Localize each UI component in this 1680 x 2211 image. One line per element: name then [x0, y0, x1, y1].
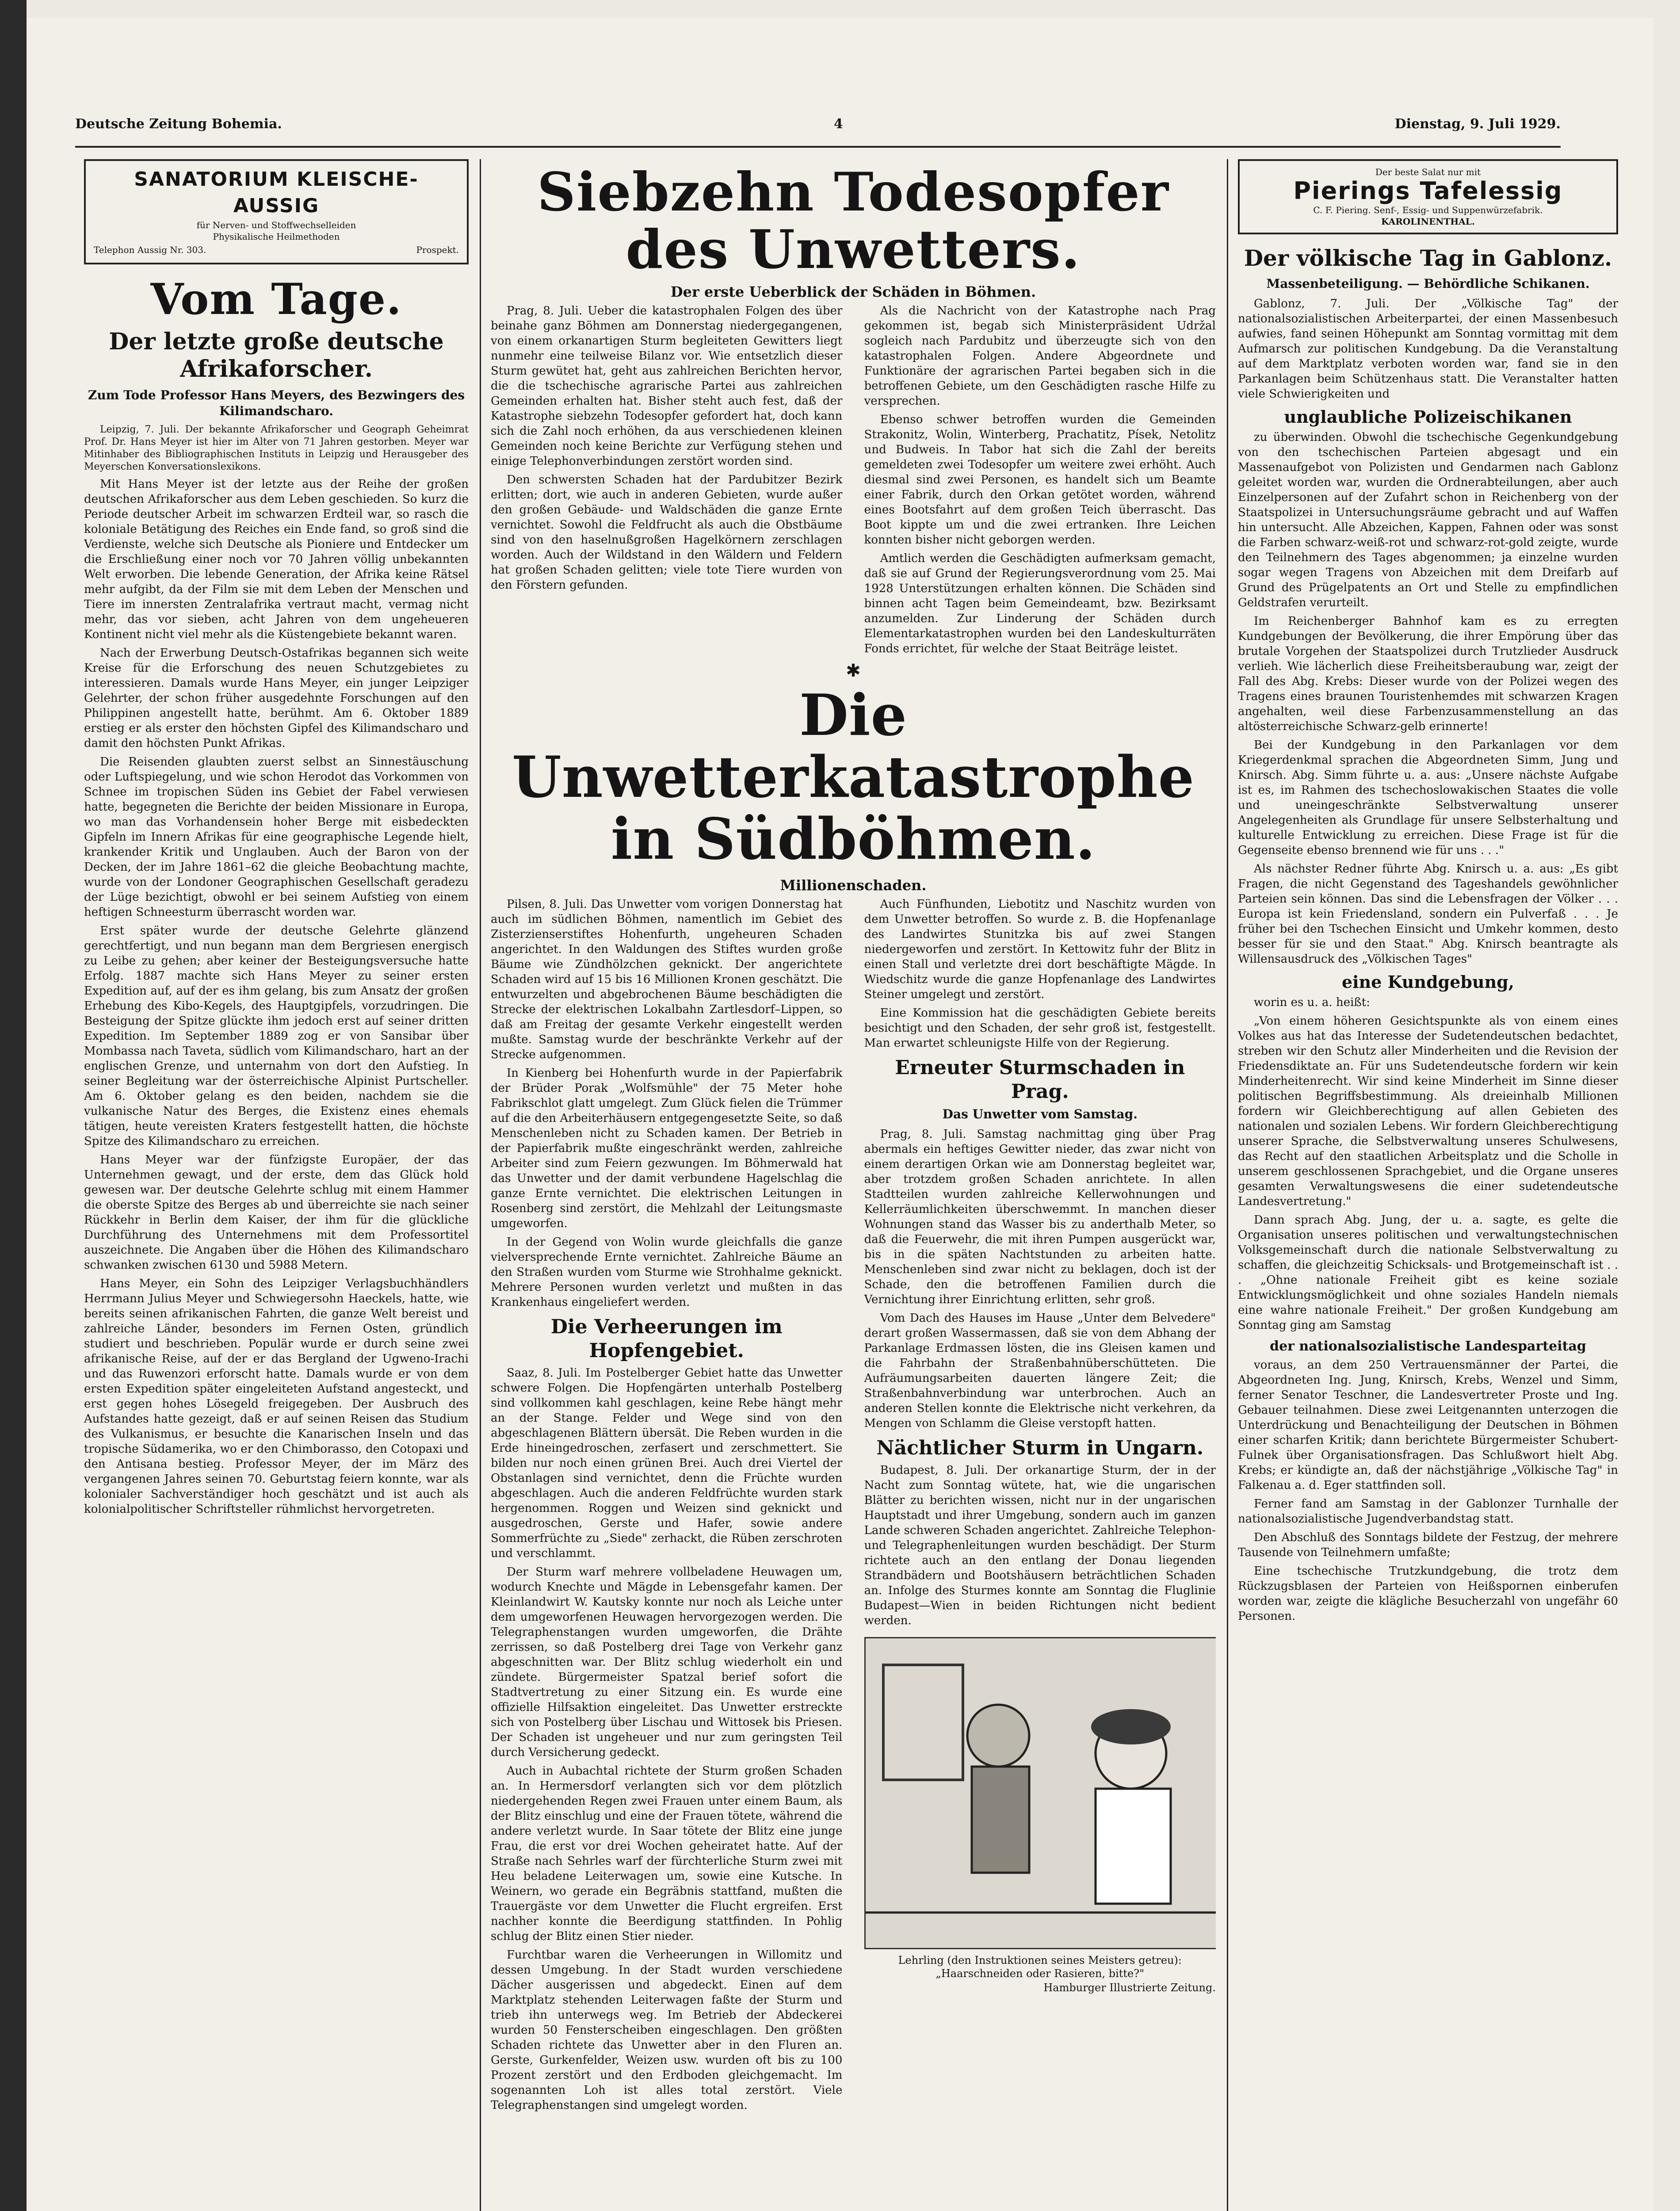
- col2-p2: Den schwersten Schaden hat der Pardubitzer Bezirk erlitten; dort, wie auch in anderen Gebieten, wurde außer den großen Gebäude- und Waldschäden die ganze Ernte vernichtet. Sowohl die Feldfrucht als auch die Obstbäume sind von den haselnußgroßen Hagelkörnern zerschlagen worden. Auch der Wildstand in den Wäldern und Feldern hat großen Schaden gelitten; viele tote Tiere wurden von den Förstern gefunden.: [491, 473, 843, 592]
- col3-p6: worin es u. a. heißt:: [1254, 996, 1370, 1009]
- col2-p8: In der Gegend von Wolin wurde gleichfalls die ganze vielversprechende Ernte vernichtet. Zahlreiche Bäume an den Straßen wurden vom Sturme wie Strohhalme geknickt. Mehrere Personen wurden verletzt und mußten in das Krankenhaus eingeliefert werden.: [491, 1236, 843, 1309]
- col2-p9: Saaz, 8. Juli. Im Postelberger Gebiet hatte das Unwetter schwere Folgen. Die Hopfengärten unterhalb Postelberg sind vollkommen kahl geschlagen, keine Rebe hängt mehr an der Stange. Felder und Wege sind von den abgeschlagenen Blättern übersät. Die Reben wurden in die Erde hineingedroschen, zerfasert und zerschmettert. Sie bilden nur noch einen grünen Brei. Auch drei Viertel der Obstanlagen sind vernichtet, denn die Früchte wurden abgeschlagen. Auch die anderen Feldfrüchte wurden stark hergenommen. Roggen und Weizen sind geknickt und ausgedroschen, Gerste und Hafer, sowie andere Sommerfrüchte zu „Siede" zerhackt, die Rüben zerschroten und verschlammt.: [491, 1366, 843, 1560]
- sanatorium-phone: Telephon Aussig Nr. 303.: [94, 245, 206, 255]
- main-headline: Siebzehn Todesopfer des Unwetters.: [537, 161, 1169, 281]
- prag-subhead: Das Unwetter vom Samstag.: [942, 1107, 1138, 1121]
- col3-p8: Dann sprach Abg. Jung, der u. a. sagte, es gelte die Organisation unseres politischen und verwaltungstechnischen Volksgemeinschaft durch die nationale Selbstverwaltung zu schaffen, die gleichzeitig Schicksals- und Brotgemeinschaft ist . . . „Ohne nationale Freiheit gibt es keine soziale Entwicklungsmöglichkeit und ohne soziales Handeln niemals eine wahre nationale Freiheit." Der großen Kundgebung am Sonntag ging am Samstag: [1238, 1213, 1618, 1332]
- main-subhead: Der erste Ueberblick der Schäden in Böhmen.: [670, 283, 1036, 300]
- col3-p7: „Von einem höheren Gesichtspunkte als von einem eines Volkes aus hat das Interesse der Sudetendeutschen bedachtet, streben wir den Schutz aller Minderheiten und die Revision der Friedensdiktate an. Für uns Sudetendeutsche fordern wir kein Minderheitenrecht. Wir sind keine Minderheit im Sinne dieser politischen Begriffsbestimmung. Als dreieinhalb Millionen fordern wir Gleichberechtigung auf allen Gebieten des nationalen und sozialen Lebens. Wir fordern Gleichberechtigung unserer Sprache, die Selbstverwaltung unseres Schulwesens, das Recht auf den staatlichen Arbeitsplatz und die Scholle in unserem geschlossenen Sprachgebiet, und die Organe unseres gesamten Verwaltungswesens die einer sudetendeutsche Landesvertretung.": [1238, 1014, 1618, 1208]
- column-1: [84, 159, 469, 2211]
- col2-p3: Als die Nachricht von der Katastrophe nach Prag gekommen ist, begab sich Ministerpräsident Udržal sogleich nach Pardubitz und überzeugte sich von den katastrophalen Folgen. Andere Abgeordnete und Funktionäre der agrarischen Partei begaben sich in die betroffenen Gebiete, um den Geschädigten rasche Hilfe zu versprechen.: [864, 304, 1216, 408]
- sanatorium-line2: Physikalische Heilmethoden: [213, 231, 340, 242]
- col3-p1: Gablonz, 7. Juli. Der „Völkische Tag" der nationalsozialistischen Arbeiterpartei, der einen Massenbesuch aufwies, fand seinen Höhepunkt am Sonntag vormittag mit dem Aufmarsch zur politischen Kundgebung. Da die Veranstaltung auf dem Marktplatz verboten worden war, fand sie in den Parkanlagen beim Schützenhaus statt. Die Veranstalter hatten viele Schwierigkeiten und: [1238, 297, 1618, 401]
- second-subhead: Millionenschaden.: [780, 877, 927, 894]
- col2-p1: Prag, 8. Juli. Ueber die katastrophalen Folgen des über beinahe ganz Böhmen am Donnerstag niedergegangenen, von einem orkanartigen Sturm begleiteten Gewitters liegt nunmehr eine teilweise Bilanz vor. Wie entsetzlich dieser Sturm gewütet hat, geht aus zahlreichen Berichten hervor, die die tschechische agrarische Partei aus zahlreichen Gemeinden erhalten hat. Bisher steht auch fest, daß der Katastrophe siebzehn Todesopfer gefordert hat, doch kann sich die Zahl noch erhöhen, da aus verschiedenen kleinen Gemeinden noch keine Berichte zur Verfügung stehen und einige Telephonverbindungen zerstört worden sind.: [491, 304, 843, 468]
- col1-p4: Die Reisenden glaubten zuerst selbst an Sinnestäuschung oder Luftspiegelung, und wie schon Herodot das Vorkommen von Schnee im tropischen Süden ins Gebiet der Fabel verwiesen hatte, begegneten die Berichte der beiden Missionare in Europa, wo man das Vorhandensein hoher Berge mit eisbedeckten Gipfeln im Innern Afrikas für eine geographische Legende hielt, krankender Kritik und Unglauben. Auch der Baron von der Decken, der im Jahre 1861–62 die gleiche Beobachtung machte, wurde von der Londoner Geographischen Gesellschaft geradezu der Lüge bezichtigt, obwohl er bei seinem Aufstieg von einem heftigen Schneesturm überrascht worden war.: [84, 755, 469, 919]
- col2-p14: Eine Kommission hat die geschädigten Gebiete bereits besichtigt und den Schaden, der sehr groß ist, festgestellt. Man erwartet schleunigste Hilfe von der Regierung.: [864, 1006, 1216, 1050]
- col2-p7: In Kienberg bei Hohenfurth wurde in der Papierfabrik der Brüder Porak „Wolfsmühle" der 75 Meter hohe Fabrikschlot glatt umgelegt. Zum Glück fielen die Trümmer auf die den Arbeiterhäusern entgegengesetzte Seite, so daß Menschenleben nicht zu Schaden kamen. Der Betrieb in der Papierfabrik mußte eingeschränkt werden, zahlreiche Arbeiter sind zum Feiern gezwungen. Im Böhmerwald hat das Unwetter und der damit verbundene Hagelschlag die ganze Ernte vernichtet. Die elektrischen Leitungen in Rosenberg sind zerstört, die Mehlzahl der Leitungsmaste umgeworfen.: [491, 1067, 843, 1230]
- ungarn-heading: Nächtlicher Sturm in Ungarn.: [876, 1437, 1204, 1459]
- header-page-number: 4: [833, 116, 843, 132]
- col-rule-1: [480, 159, 481, 2211]
- col3-p9: voraus, an dem 250 Vertrauensmänner der Partei, die Abgeordneten Ing. Jung, Knirsch, Krebs, Wenzel und Simm, ferner Senator Teschner, die Landesvertreter Proste und Ing. Gebauer teilnahmen. Diese zwei Leitgenannten unterzogen die Unterdrückung und Benachteiligung der Deutschen in Böhmen einer scharfen Kritik; dann berichtete Bürgermeister Schubert-Fulnek über Organisationsfragen. Das Schlußwort hielt Abg. Krebs; er kündigte an, daß der nächstjährige „Völkische Tag" in Falkenau a. d. Eger stattfinden soll.: [1238, 1358, 1618, 1492]
- col3-p4: Bei der Kundgebung in den Parkanlagen vor dem Kriegerdenkmal sprachen die Abgeordneten Simm, Jung und Knirsch. Abg. Simm führte u. a. aus: „Unsere nächste Aufgabe ist es, im Rahmen des tschechoslowakischen Staates die volle und uneingeschränkte Selbstverwaltung unserer Angelegenheiten als Grundlage für unsere Selbsterhaltung und kulturelle Entwicklung zu erreichen. Diese Frage ist für die Gegenseite ebenso brennend wie für uns . . .": [1238, 738, 1618, 857]
- col2-p6: Pilsen, 8. Juli. Das Unwetter vom vorigen Donnerstag hat auch im südlichen Böhmen, namentlich im Gebiet des Zisterzienserstiftes Hohenfurth, ungeheuren Schaden angerichtet. In den Waldungen des Stiftes wurden große Bäume wie Zündhölzchen geknickt. Der angerichtete Schaden wird auf 15 bis 16 Millionen Kronen geschätzt. Die entwurzelten und abgebrochenen Bäume beschädigten die Strecke der elektrischen Lokalbahn Zartlesdorf–Lippen, so daß am Freitag der gesamte Verkehr eingestellt werden mußte. Samstag wurde der beschränkte Verkehr auf der Strecke aufgenommen.: [491, 898, 843, 1061]
- col2-p17: Budapest, 8. Juli. Der orkanartige Sturm, der in der Nacht zum Sonntag wütete, hat, wie die ungarischen Blätter zu berichten wissen, nicht nur in der ungarischen Hauptstadt und ihrer Umgebung, sondern auch im ganzen Lande schweren Schaden angerichtet. Zahlreiche Telephon- und Telegraphenleitungen wurden beschädigt. Der Sturm richtete auch an den entlang der Donau liegenden Strandbädern und Bootshäusern beträchtlichen Schaden an. Infolge des Sturmes konnte am Sonntag die Fluglinie Budapest—Wien in beiden Richtungen nicht bedient werden.: [864, 1464, 1216, 1627]
- piering-title: Pierings Tafelessig: [1293, 177, 1563, 205]
- col1-p3: Nach der Erwerbung Deutsch-Ostafrikas begannen sich weite Kreise für die Erforschung des neuen Schutzgebietes zu interessieren. Damals wurde Hans Meyer, ein junger Leipziger Gelehrter, der schon früher ausgedehnte Forschungen auf den Philippinen angestellt hatte, berühmt. Am 6. Oktober 1889 erstieg er als erster den höchsten Gipfel des Kilimandscharo und damit den höchsten Punkt Afrikas.: [84, 646, 469, 750]
- col2-p12: Furchtbar waren die Verheerungen in Willomitz und dessen Umgebung. In der Stadt wurden verschiedene Dächer ausgerissen und abgedeckt. Einen auf dem Marktplatz stehenden Leiterwagen faßte der Sturm und trieb ihn unterwegs weg. Im Betrieb der Abdeckerei wurden 50 Fensterscheiben eingeschlagen. Den größten Schaden richtete das Unwetter aber in den Fluren an. Gerste, Gurkenfelder, Weizen usw. wurden oft bis zu 100 Prozent zerstört und den Erdboden gleichgemacht. Im sogenannten Loh ist alles total zerstört. Viele Telegraphenstangen sind umgelegt worden.: [491, 1948, 843, 2112]
- piering-top: Der beste Salat nur mit: [1375, 167, 1481, 177]
- second-headline: Die Unwetterkatastrophe in Südböhmen.: [512, 682, 1195, 872]
- header-paper-name: Deutsche Zeitung Bohemia.: [75, 116, 282, 132]
- page-header: [75, 111, 1561, 137]
- col1-p7: Hans Meyer, ein Sohn des Leipziger Verlagsbuchhändlers Herrmann Julius Meyer und Schwiegersohn Haeckels, hatte, wie bereits seinen afrikanischen Fahrten, die ganze Welt bereist und zahlreiche Länder, besonders im Fernen Osten, gründlich studiert und beschrieben. Populär wurde er durch seine zwei afrikanische Reise, auf der er das Bergland der Ugweno-Irachi und das Ruwenzori erforscht hatte. Damals wurde er von dem ersten Expedition später eingeleiteten Aufstand angesteckt, und erst gegen hohes Lösegeld freigegeben. Der Ausbruch des Aufstandes hatte gezeigt, daß er auf seinen Reisen das Studium des Vulkanismus, er besuchte die Kanarischen Inseln und das tropische Südamerika, wo er den Chimborasso, den Cotopaxi und den Antisana bestieg. Professor Meyer, der im März des vergangenen Jahres seinen 70. Geburtstag feiern konnte, war als kolonialer Sachverständiger hoch geschätzt und ist auch als kolonialpolitischer Schriftsteller rühmlichst hervorgetreten.: [84, 1277, 469, 1516]
- col3-title: Der völkische Tag in Gablonz.: [1244, 245, 1612, 271]
- scan-edge: [0, 0, 27, 2211]
- col3-h-poliz: unglaubliche Polizeischikanen: [1284, 407, 1572, 427]
- hopfen-heading: Die Verheerungen im Hopfengebiet.: [550, 1316, 783, 1362]
- piering-sub: C. F. Piering. Senf-, Essig- und Suppenwürzefabrik.: [1313, 205, 1543, 215]
- col2-p4: Ebenso schwer betroffen wurden die Gemeinden Strakonitz, Wolin, Winterberg, Prachatitz, Písek, Netolitz und Budweis. In Tabor hat sich die Zahl der bereits gemeldeten zwei Todesopfer um weitere zwei erhöht. Auch diesmal sind zwei Personen, es handelt sich um Beamte einer Fabrik, durch den Orkan getötet worden, während eines Bootsfahrt auf dem großen Teich überrascht. Das Boot kippte um und die zwei ertranken. Ihre Leichen konnten bisher nicht geborgen werden.: [864, 413, 1216, 547]
- cartoon-illustration: [864, 1637, 1216, 1949]
- col3-p12: Eine tschechische Trutzkundgebung, die trotz dem Rückzugsblasen der Parteien von Heißspornen einberufen worden war, zeigte die klägliche Besucherzahl von ungefähr 60 Personen.: [1238, 1565, 1618, 1623]
- sanatorium-line1: für Nerven- und Stoffwechselleiden: [196, 220, 356, 230]
- col1-p6: Hans Meyer war der fünfzigste Europäer, der das Unternehmen gewagt, und der erste, dem das Glück hold gewesen war. Der deutsche Gelehrte schlug mit einem Hammer die oberste Spitze des Berges ab und überreichte sie nach seiner Rückkehr in Berlin dem Kaiser, der ihm für die glückliche Durchführung des Unternehmens mit dem Professortitel auszeichnete. Die Angaben über die Höhen des Kilimandscharo schwanken zwischen 6130 und 5988 Metern.: [84, 1153, 469, 1272]
- col3-p2: zu überwinden. Obwohl die tschechische Gegenkundgebung von den tschechischen Parteien abgesagt und ein Massenaufgebot von Polizisten und Gendarmen nach Gablonz geleitet worden war, wurden die Ordnerabteilungen, aber auch Einzelpersonen auf der Zufahrt schon in Reichenberg von der Staatspolizei in Untersuchungsräume gebracht und auf Waffen hin untersucht. Alle Abzeichen, Kappen, Fahnen oder was sonst die Farben schwarz-weiß-rot und schwarz-rot-gold zeigte, wurde den Teilnehmern des Tages abgenommen; ja einzelne wurden sogar wegen Tragens von Abzeichen mit dem Dreifarb auf Grund des Prügelpatents an Ort und Stelle zu empfindlichen Geldstrafen verurteilt.: [1238, 431, 1618, 609]
- cartoon-barber-image: [866, 1638, 1216, 1948]
- col2-p11: Auch in Aubachtal richtete der Sturm großen Schaden an. In Hermersdorf verlangten sich vor dem plötzlich niedergehenden Regen zwei Frauen unter einem Baum, als der Blitz einschlug und eine der Frauen tötete, während die andere verletzt wurde. In Saar tötete der Blitz eine junge Frau, die erst vor drei Wochen geheiratet hatte. Auf der Straße nach Sehrles warf der fürchterliche Sturm zwei mit Heu beladene Leiterwagen um, sowie eine Kutsche. In Weinern, wo gerade ein Begräbnis stattfand, mußten die Trauergäste vor dem Unwetter die Flucht ergreifen. Erst nachher konnte die Beerdigung stattfinden. In Pohlig schlug der Blitz einen Stier nieder.: [491, 1764, 843, 1943]
- col3-h-kund: eine Kundgebung,: [1341, 972, 1515, 992]
- col1-p1: Leipzig, 7. Juli. Der bekannte Afrikaforscher und Geograph Geheimrat Prof. Dr. Hans Meyer ist hier im Alter von 71 Jahren gestorben. Meyer war Mitinhaber des Bibliographischen Instituts in Leipzig und Herausgeber des Meyerschen Konversationslexikons.: [84, 424, 469, 472]
- col-rule-2: [1227, 159, 1228, 2211]
- sanatorium-ad: [84, 159, 469, 264]
- column-2: [491, 159, 1216, 2211]
- col1-p5: Erst später wurde der deutsche Gelehrte glänzend gerechtfertigt, und nun begann man dem Bergriesen energisch zu Leibe zu gehen; aber keiner der Besteigungsversuche hatte Erfolg. 1887 machte sich Hans Meyer zu seiner ersten Expedition auf, auf der es ihm gelang, bis zum Ansatz der großen Erhebung des Kibo-Kegels, des Hauptgipfels, vorzudringen. Die Besteigung der Spitze glückte ihm jedoch erst auf seiner dritten Expedition. Im September 1889 zog er von Sansibar über Mombassa nach Taveta, südlich vom Kilimandscharo, hart an der englischen Grenze, und unternahm von dort den Aufstieg. In seiner Begleitung war der österreichische Alpinist Purtscheller. Am 6. Oktober gelang es den beiden, nachdem sie die vulkanische Natur des Berges, die Existenz eines ehemals tätigen, heute vereisten Kraters festgestellt hatten, die höchste Spitze des Kilimandscharo zu erreichen.: [84, 924, 469, 1148]
- col2-p13: Auch Fünfhunden, Liebotitz und Naschitz wurden von dem Unwetter betroffen. So wurde z. B. die Hopfenanlage des Landwirtes Stunitzka bis auf zwei Stangen niedergeworfen und zerstört. In Kettowitz fuhr der Blitz in einen Stall und verletzte drei dort beschäftigte Mägde. In Wiedschitz wurde die ganze Hopfenanlage des Landwirtes Steiner umgelegt und zerstört.: [864, 898, 1216, 1001]
- cartoon-caption: Lehrling (den Instruktionen seines Meisters getreu): „Haarschneiden oder Rasieren, bitte?": [898, 1954, 1182, 1980]
- separator-star-icon: ✱: [846, 661, 861, 681]
- prag-heading: Erneuter Sturmschaden in Prag.: [895, 1056, 1185, 1103]
- col2-p15: Prag, 8. Juli. Samstag nachmittag ging über Prag abermals ein heftiges Gewitter nieder, das zwar nicht von einem derartigen Orkan wie am Donnerstag begleitet war, aber trotzdem großen Schaden anrichtete. In allen Stadtteilen wurden zahlreiche Kellerwohnungen und Kellerräumlichkeiten überschwemmt. In manchen dieser Wohnungen stand das Wasser bis zu anderthalb Meter, so daß die Feuerwehr, die mit ihren Pumpen ausgerückt war, bis in die späten Nachtstunden zu arbeiten hatte. Menschenleben sind zwar nicht zu beklagen, doch ist der Schade, den die betroffenen Familien durch die Vernichtung ihrer Einrichtung erlitten, sehr groß.: [864, 1128, 1216, 1306]
- col3-h-landes: der nationalsozialistische Landesparteitag: [1270, 1339, 1586, 1354]
- col3-p5: Als nächster Redner führte Abg. Knirsch u. a. aus: „Es gibt Fragen, die nicht Gegenstand des Tageshandels gewöhnlicher Parteien sein können. Das sind die Lebensfragen der Völker . . . Europa ist kein Friedensland, sondern ein Pulverfaß . . . Je früher bei den Tschechen Einsicht und Umkehr kommen, desto besser für sie und den Staat." Abg. Knirsch beantragte als Willensausdruck des „Völkischen Tages": [1238, 862, 1618, 966]
- col3-sub: Massenbeteiligung. — Behördliche Schikanen.: [1266, 276, 1590, 291]
- col3-p3: Im Reichenberger Bahnhof kam es zu erregten Kundgebungen der Bevölkerung, die ihrer Empörung über das brutale Vorgehen der Staatspolizei durch Trutzlieder Ausdruck verlieh. Wie lächerlich diese Freiheitsberaubung war, zeigt der Fall des Abg. Krebs: Dieser wurde von der Polizei wegen des Tragens eines braunen Touristenhemdes mit schwarzen Kragen angehalten, weil diese Farbenzusammenstellung an das altösterreichische Schwarz-gelb erinnerte!: [1238, 615, 1618, 733]
- piering-place: KAROLINENTHAL.: [1381, 216, 1475, 227]
- col3-p11: Den Abschluß des Sonntags bildete der Festzug, der mehrere Tausende von Teilnehmern umfaßte;: [1238, 1531, 1618, 1559]
- newspaper-page: [27, 18, 1653, 2211]
- col1-dek: Zum Tode Professor Hans Meyers, des Bezwingers des Kilimandscharo.: [88, 388, 465, 418]
- col2-p16: Vom Dach des Hauses im Hause „Unter dem Belvedere" derart großen Wassermassen, daß sie von dem Abhang der Parkanlage Erdmassen lösten, die ins Gleisen kamen und die Fahrbahn der Straßenbahnüberschütteten. Die Aufräumungsarbeiten dauerten längere Zeit; die Straßenbahnverbindung war unterbrochen. Auch an anderen Stellen konnte die Elektrische nicht verkehren, da Mengen von Schlamm die Gleise verstopft hatten.: [864, 1312, 1216, 1430]
- column-3: [1238, 159, 1618, 2211]
- sanatorium-prospekt: Prospekt.: [416, 245, 459, 255]
- piering-ad: [1238, 159, 1618, 234]
- col2-p5: Amtlich werden die Geschädigten aufmerksam gemacht, daß sie auf Grund der Regierungsverordnung vom 25. Mai 1928 Unterstützungen erhalten können. Die Schäden sind binnen acht Tagen beim Gemeindeamt, bzw. Bezirksamt anzumelden. Zur Linderung der Schäden durch Elementarkatastrophen wurden bei den Landeskulturräten Fonds errichtet, für welche der Staat Beiträge leistet.: [864, 552, 1216, 655]
- header-date: Dienstag, 9. Juli 1929.: [1394, 116, 1561, 132]
- col1-p2: Mit Hans Meyer ist der letzte aus der Reihe der großen deutschen Afrikaforscher aus dem Leben geschieden. So kurz die Periode deutscher Arbeit im schwarzen Erdteil war, so rasch die koloniale Betätigung des Reiches ein Ende fand, so groß sind die Verdienste, welche sich Deutsche als Pioniere und Entdecker um die Erschließung einer noch vor 70 Jahren völlig unbekannten Welt erworben. Die lebende Generation, der Afrika keine Rätsel mehr aufgibt, da der Film sie mit dem Leben der Menschen und Tiere im innersten Zentralafrika vertraut macht, vermag nicht mehr, das vor sieben, acht Jahren von dem ungeheueren Kontinent nicht viel mehr als die Küstengebiete bekannt waren.: [84, 478, 469, 641]
- col1-subtitle: Der letzte große deutsche Afrikaforscher.: [109, 328, 444, 383]
- sanatorium-title: SANATORIUM KLEISCHE-AUSSIG: [134, 168, 419, 217]
- header-rule: [75, 146, 1561, 148]
- col3-p10: Ferner fand am Samstag in der Gablonzer Turnhalle der nationalsozialistische Jugendverbandstag statt.: [1238, 1497, 1618, 1526]
- cartoon-source: Hamburger Illustrierte Zeitung.: [1043, 1981, 1216, 1994]
- col2-p10: Der Sturm warf mehrere vollbeladene Heuwagen um, wodurch Knechte und Mägde in Lebensgefahr kamen. Der Kleinlandwirt W. Kautsky konnte nur noch als Leiche unter dem umgeworfenen Heuwagen hervorgezogen werden. Die Telegraphenstangen wurden umgeworfen, die Drähte zerrissen, so daß Postelberg drei Tage von Verkehr ganz abgeschnitten war. Der Blitz schlug wiederholt ein und zündete. Bürgermeister Spatzal berief sofort die Stadtvertretung zu einer Sitzung ein. Es wurde eine offizielle Hilfsaktion eingeleitet. Das Unwetter erstreckte sich von Postelberg über Lischau und Wittosek bis Priesen. Der Schaden ist ungeheuer und nur zum geringsten Teil durch Versicherung gedeckt.: [491, 1565, 843, 1759]
- col1-title: Vom Tage.: [150, 274, 402, 324]
